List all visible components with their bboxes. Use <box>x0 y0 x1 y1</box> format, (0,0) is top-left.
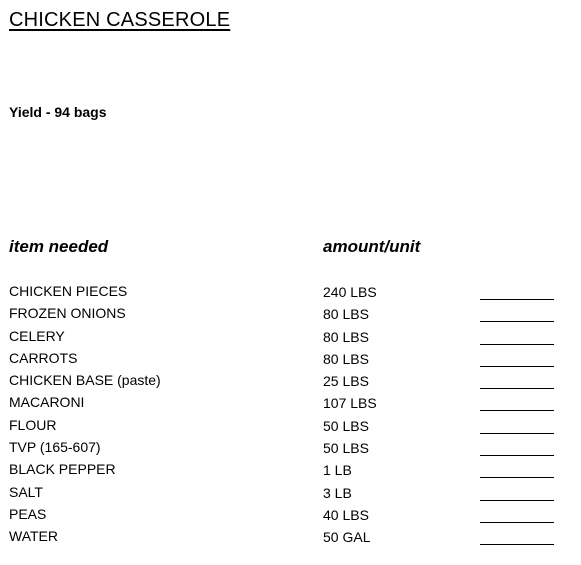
ingredient-list <box>0 283 581 551</box>
check-line <box>480 299 554 300</box>
item-name: CHICKEN PIECES <box>9 283 128 299</box>
list-item <box>0 305 581 327</box>
list-item <box>0 328 581 350</box>
item-name: CARROTS <box>9 349 78 366</box>
item-name: MACARONI <box>9 394 85 411</box>
check-line <box>480 344 554 345</box>
check-line <box>480 410 554 411</box>
list-item <box>0 484 581 506</box>
item-name: BLACK PEPPER <box>9 461 116 478</box>
item-column-header: item needed <box>9 237 109 256</box>
list-item <box>0 528 581 550</box>
item-name: TVP (165-607) <box>9 439 101 456</box>
item-amount: 25 LBS <box>323 373 369 390</box>
item-amount: 80 LBS <box>323 350 369 367</box>
check-line <box>480 522 554 523</box>
item-amount: 240 LBS <box>323 284 377 300</box>
check-line <box>480 544 554 545</box>
item-name: CHICKEN BASE (paste) <box>9 372 161 389</box>
item-name: WATER <box>9 528 58 545</box>
item-amount: 107 LBS <box>323 395 377 412</box>
yield-label: Yield - 94 bags <box>9 104 107 120</box>
item-amount: 50 LBS <box>323 417 369 434</box>
item-amount: 1 LB <box>323 462 352 479</box>
list-item <box>0 394 581 416</box>
list-item <box>0 417 581 439</box>
list-item <box>0 372 581 394</box>
item-name: SALT <box>9 483 43 500</box>
check-line <box>480 433 554 434</box>
check-line <box>480 455 554 456</box>
item-amount: 40 LBS <box>323 506 369 523</box>
list-item <box>0 506 581 528</box>
list-item <box>0 283 581 305</box>
page-title: CHICKEN CASSEROLE <box>9 9 231 31</box>
check-line <box>480 321 554 322</box>
item-amount: 50 GAL <box>323 529 371 546</box>
item-amount: 50 LBS <box>323 440 369 457</box>
item-amount: 80 LBS <box>323 306 369 323</box>
check-line <box>480 500 554 501</box>
item-name: FLOUR <box>9 416 57 433</box>
item-name: PEAS <box>9 505 47 522</box>
item-name: FROZEN ONIONS <box>9 305 126 322</box>
list-item <box>0 350 581 372</box>
check-line <box>480 477 554 478</box>
item-amount: 3 LB <box>323 484 352 501</box>
check-line <box>480 388 554 389</box>
check-line <box>480 366 554 367</box>
amount-column-header: amount/unit <box>323 237 421 256</box>
item-name: CELERY <box>9 327 65 344</box>
list-item <box>0 439 581 461</box>
item-amount: 80 LBS <box>323 328 369 345</box>
list-item <box>0 461 581 483</box>
